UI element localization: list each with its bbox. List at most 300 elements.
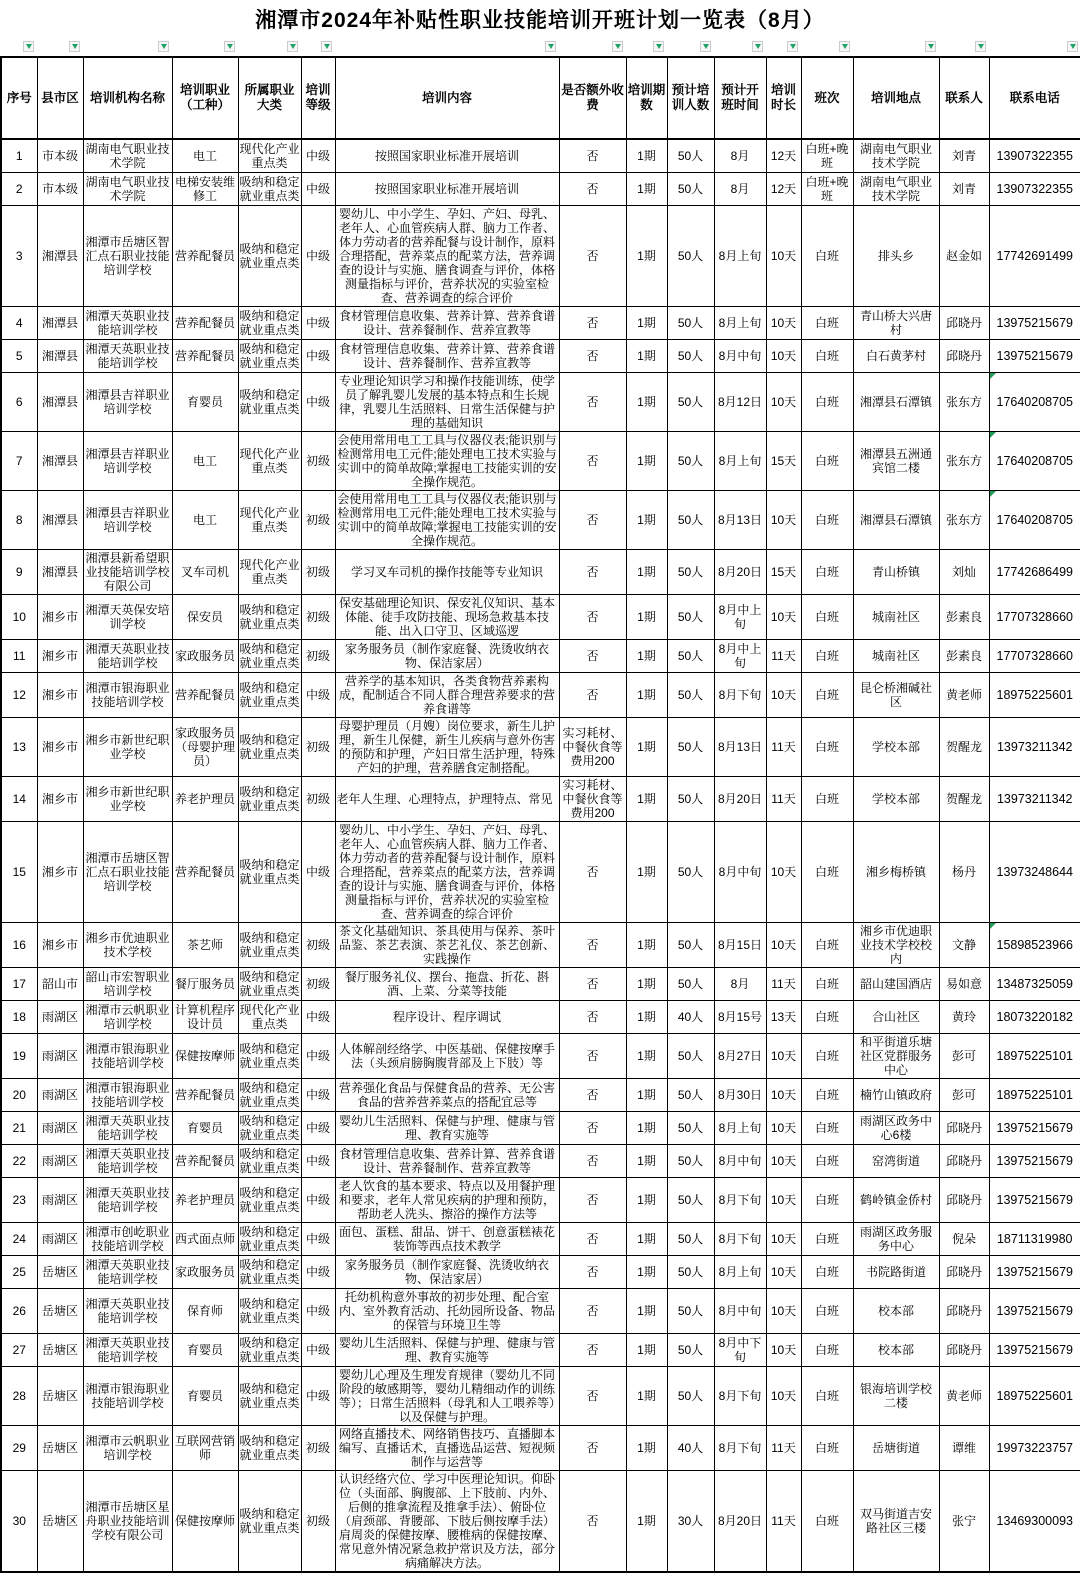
cell-school: 湘潭县吉祥职业培训学校 [83,373,172,432]
cell-occupation: 营养配餐员 [172,340,238,373]
filter-dropdown-button[interactable] [752,41,763,52]
cell-district: 雨湖区 [37,1001,83,1034]
cell-school: 湘潭县新希望职业技能培训学校有限公司 [83,550,172,595]
cell-trainees: 50人 [667,340,714,373]
filter-arrow-icon [656,44,662,49]
cell-no: 7 [1,432,37,491]
cell-trainees: 50人 [667,432,714,491]
cell-location: 窑湾街道 [853,1145,939,1178]
cell-duration: 11天 [766,968,801,1001]
cell-school: 湘潭市银海职业技能培训学校 [83,1034,172,1079]
cell-extra_fee: 否 [559,1256,626,1289]
cell-occupation: 电梯安装维修工 [172,173,238,206]
col-header-no: 序号 [1,57,37,139]
table-row [1,1001,1080,1034]
cell-district: 岳塘区 [37,1367,83,1426]
cell-district: 湘潭县 [37,307,83,340]
cell-no: 1 [1,139,37,173]
cell-start_time: 8月中旬 [714,340,766,373]
table-row [1,595,1080,640]
cell-extra_fee: 实习耗材、中餐伙食等费用200 [559,777,626,822]
cell-contact: 彭素良 [939,640,989,673]
cell-start_time: 8月上旬 [714,307,766,340]
cell-start_time: 8月 [714,968,766,1001]
cell-start_time: 8月下旬 [714,1178,766,1223]
cell-location: 昆仑桥湘碱社区 [853,673,939,718]
cell-content: 托幼机构意外事故的初步处理、配合室内、室外教育活动、托幼园所设备、物品的保管与环境卫生等 [335,1289,559,1334]
cell-location: 湘潭县五洲通宾馆二楼 [853,432,939,491]
cell-phone: 17742691499 [989,206,1080,307]
cell-phone: 18073220182 [989,1001,1080,1034]
filter-dropdown-button[interactable] [287,41,298,52]
cell-occupation: 育婴员 [172,1334,238,1367]
cell-trainees: 50人 [667,822,714,923]
filter-arrow-icon [26,44,32,49]
cell-periods: 1期 [626,1256,667,1289]
cell-start_time: 8月13日 [714,718,766,777]
cell-level: 中级 [301,173,335,206]
cell-no: 4 [1,307,37,340]
col-header-trainees: 预计培训人数 [667,57,714,139]
cell-school: 韶山市宏智职业培训学校 [83,968,172,1001]
cell-occupation: 家政服务员（母婴护理员） [172,718,238,777]
cell-shift: 白班 [801,673,853,718]
cell-contact: 刘青 [939,139,989,173]
cell-no: 10 [1,595,37,640]
table-row [1,1034,1080,1079]
col-header-phone: 联系电话 [989,57,1080,139]
cell-extra_fee: 否 [559,206,626,307]
cell-trainees: 50人 [667,139,714,173]
cell-district: 湘乡市 [37,718,83,777]
cell-school: 湘潭市岳塘区智汇点石职业技能培训学校 [83,206,172,307]
cell-content: 面包、蛋糕、甜品、饼干、创意蛋糕裱花装饰等西点技术教学 [335,1223,559,1256]
cell-category: 现代化产业重点类 [238,432,301,491]
cell-periods: 1期 [626,1334,667,1367]
cell-level: 初级 [301,595,335,640]
cell-shift: 白班 [801,1079,853,1112]
cell-category: 吸纳和稳定就业重点类 [238,340,301,373]
cell-content: 婴幼儿、中小学生、孕妇、产妇、母乳、老年人、心血管疾病人群、脑力工作者、体力劳动者的营养配餐与设计制作，原料合理搭配，营养菜点的配菜方法，营养调查的设计与实施、膳食调查与评价，体格测量指标与评价，营养状况的实验室检查、营养调查的综合评价 [335,822,559,923]
cell-phone: 13907322355 [989,173,1080,206]
cell-occupation: 营养配餐员 [172,822,238,923]
cell-content: 专业理论知识学习和操作技能训练，使学员了解乳婴儿发展的基本特点和生长规律，乳婴儿生活照料、日常生活保健与护理的基础知识 [335,373,559,432]
cell-occupation: 电工 [172,432,238,491]
cell-school: 湘潭天英保安培训学校 [83,595,172,640]
cell-level: 中级 [301,139,335,173]
cell-periods: 1期 [626,173,667,206]
cell-phone: 13973248644 [989,822,1080,923]
training-plan-table [0,56,1080,1573]
cell-duration: 10天 [766,307,801,340]
cell-content: 家务服务员（制作家庭餐、洗烫收纳衣物、保洁家居） [335,1256,559,1289]
cell-no: 23 [1,1178,37,1223]
cell-category: 吸纳和稳定就业重点类 [238,373,301,432]
cell-level: 中级 [301,373,335,432]
cell-trainees: 40人 [667,1426,714,1471]
cell-school: 湘潭天英职业技能培训学校 [83,1112,172,1145]
cell-no: 2 [1,173,37,206]
filter-dropdown-button[interactable] [700,41,711,52]
cell-location: 雨湖区政务中心6楼 [853,1112,939,1145]
cell-school: 湘潭市创屹职业技能培训学校 [83,1223,172,1256]
cell-phone: 13907322355 [989,139,1080,173]
cell-shift: 白班 [801,550,853,595]
filter-dropdown-button[interactable] [545,41,556,52]
cell-extra_fee: 否 [559,139,626,173]
cell-level: 中级 [301,1223,335,1256]
cell-trainees: 50人 [667,1178,714,1223]
cell-duration: 15天 [766,432,801,491]
cell-school: 湘潭市银海职业技能培训学校 [83,1367,172,1426]
cell-extra_fee: 否 [559,432,626,491]
cell-contact: 张东方 [939,432,989,491]
table-row [1,1223,1080,1256]
filter-dropdown-button[interactable] [839,41,850,52]
cell-shift: 白班 [801,1426,853,1471]
cell-no: 8 [1,491,37,550]
cell-location: 城南社区 [853,640,939,673]
cell-category: 吸纳和稳定就业重点类 [238,1426,301,1471]
cell-trainees: 50人 [667,1112,714,1145]
cell-occupation: 西式面点师 [172,1223,238,1256]
filter-arrow-icon [227,44,233,49]
cell-periods: 1期 [626,822,667,923]
cell-periods: 1期 [626,432,667,491]
cell-extra_fee: 否 [559,1112,626,1145]
table-row [1,923,1080,968]
table-row [1,1079,1080,1112]
cell-level: 初级 [301,640,335,673]
filter-dropdown-button[interactable] [69,41,80,52]
cell-content: 认识经络穴位、学习中医理论知识。仰卧位（头面部、胸腹部、上下肢前、内外、后侧的推拿流程及推拿手法）、俯卧位（肩颈部、背腰部、下肢后侧按摩手法）肩周炎的保健按摩、腰椎病的保健按摩、常见意外情况紧急救护常识及方法，部分病痛解决方法。 [335,1471,559,1573]
cell-start_time: 8月27日 [714,1034,766,1079]
cell-school: 湘乡市优迪职业技术学校 [83,923,172,968]
cell-start_time: 8月20日 [714,550,766,595]
cell-duration: 10天 [766,822,801,923]
cell-location: 湘乡梅桥镇 [853,822,939,923]
table-row [1,1112,1080,1145]
col-header-content: 培训内容 [335,57,559,139]
cell-contact: 邱晓丹 [939,340,989,373]
cell-category: 吸纳和稳定就业重点类 [238,1471,301,1573]
cell-shift: 白班+晚班 [801,173,853,206]
cell-category: 吸纳和稳定就业重点类 [238,968,301,1001]
cell-start_time: 8月20日 [714,777,766,822]
table-row [1,550,1080,595]
cell-contact: 赵金如 [939,206,989,307]
cell-extra_fee: 否 [559,673,626,718]
cell-category: 吸纳和稳定就业重点类 [238,595,301,640]
filter-dropdown-button[interactable] [158,41,169,52]
cell-duration: 12天 [766,173,801,206]
cell-no: 19 [1,1034,37,1079]
cell-school: 湘潭天英职业技能培训学校 [83,307,172,340]
filter-arrow-icon [703,44,709,49]
cell-district: 岳塘区 [37,1289,83,1334]
table-row [1,340,1080,373]
cell-level: 中级 [301,1112,335,1145]
cell-trainees: 50人 [667,673,714,718]
cell-phone-with-error-marker: 17640208705 [989,432,1080,491]
cell-contact: 文静 [939,923,989,968]
cell-occupation: 餐厅服务员 [172,968,238,1001]
cell-location: 校本部 [853,1289,939,1334]
col-header-occupation: 培训职业（工种） [172,57,238,139]
cell-phone: 13973211342 [989,777,1080,822]
cell-occupation: 保安员 [172,595,238,640]
cell-contact: 张东方 [939,491,989,550]
cell-level: 初级 [301,1426,335,1471]
cell-extra_fee: 否 [559,923,626,968]
filter-dropdown-button[interactable] [1067,41,1078,52]
filter-dropdown-button[interactable] [321,41,332,52]
table-row [1,673,1080,718]
cell-contact: 刘青 [939,173,989,206]
cell-trainees: 50人 [667,1079,714,1112]
cell-extra_fee: 否 [559,1079,626,1112]
cell-occupation: 叉车司机 [172,550,238,595]
cell-content: 餐厅服务礼仪、摆台、拖盘、折花、斟酒、上菜、分菜等技能 [335,968,559,1001]
cell-periods: 1期 [626,1426,667,1471]
cell-no: 12 [1,673,37,718]
cell-no: 24 [1,1223,37,1256]
cell-shift: 白班+晚班 [801,139,853,173]
cell-shift: 白班 [801,968,853,1001]
cell-level: 初级 [301,491,335,550]
cell-school: 湘乡市新世纪职业学校 [83,777,172,822]
col-header-location: 培训地点 [853,57,939,139]
cell-duration: 12天 [766,139,801,173]
cell-occupation: 营养配餐员 [172,206,238,307]
cell-content: 保安基础理论知识、保安礼仪知识、基本体能、徒手攻防技能、现场急救基本技能、出入口守卫、区域巡逻 [335,595,559,640]
cell-no: 18 [1,1001,37,1034]
filter-arrow-icon [548,44,554,49]
cell-occupation: 计算机程序设计员 [172,1001,238,1034]
filter-dropdown-button[interactable] [925,41,936,52]
cell-location: 湘潭县石潭镇 [853,491,939,550]
cell-school: 湘潭市岳塘区智汇点石职业技能培训学校 [83,822,172,923]
cell-no: 26 [1,1289,37,1334]
cell-periods: 1期 [626,1145,667,1178]
cell-school: 湘潭市云帆职业培训学校 [83,1001,172,1034]
table-row [1,1426,1080,1471]
cell-duration: 10天 [766,1223,801,1256]
cell-school: 湘潭天英职业技能培训学校 [83,1289,172,1334]
cell-shift: 白班 [801,307,853,340]
filter-dropdown-button[interactable] [224,41,235,52]
filter-arrow-icon [615,44,621,49]
cell-extra_fee: 否 [559,1145,626,1178]
cell-start_time: 8月15日 [714,923,766,968]
table-row [1,139,1080,173]
table-row [1,1178,1080,1223]
cell-trainees: 50人 [667,923,714,968]
cell-category: 吸纳和稳定就业重点类 [238,1289,301,1334]
cell-district: 湘潭县 [37,206,83,307]
cell-extra_fee: 否 [559,550,626,595]
cell-duration: 10天 [766,491,801,550]
cell-periods: 1期 [626,595,667,640]
cell-location: 湘潭县石潭镇 [853,373,939,432]
cell-content: 食材管理信息收集、营养计算、营养食谱设计、营养餐制作、营养宣教等 [335,1145,559,1178]
cell-start_time: 8月下旬 [714,1367,766,1426]
cell-shift: 白班 [801,640,853,673]
cell-district: 韶山市 [37,968,83,1001]
cell-shift: 白班 [801,923,853,968]
cell-duration: 11天 [766,718,801,777]
cell-phone: 13975215679 [989,307,1080,340]
cell-phone-with-error-marker: 17640208705 [989,491,1080,550]
cell-occupation: 家政服务员 [172,1256,238,1289]
filter-arrow-icon [290,44,296,49]
cell-location: 岳塘街道 [853,1426,939,1471]
cell-level: 中级 [301,822,335,923]
cell-start_time: 8月中上旬 [714,595,766,640]
filter-dropdown-button[interactable] [787,41,798,52]
cell-location: 白石黄茅村 [853,340,939,373]
cell-shift: 白班 [801,1112,853,1145]
cell-level: 中级 [301,1289,335,1334]
table-row [1,373,1080,432]
cell-trainees: 50人 [667,718,714,777]
cell-periods: 1期 [626,307,667,340]
filter-dropdown-button[interactable] [23,41,34,52]
cell-start_time: 8月下旬 [714,673,766,718]
header-row [1,57,1080,139]
cell-shift: 白班 [801,1223,853,1256]
col-header-school: 培训机构名称 [83,57,172,139]
cell-district: 雨湖区 [37,1034,83,1079]
cell-phone: 17707328660 [989,640,1080,673]
cell-content: 营养学的基本知识，各类食物营养素构成，配制适合不同人群合理营养要求的营养食谱等 [335,673,559,718]
cell-occupation: 营养配餐员 [172,307,238,340]
cell-district: 雨湖区 [37,1178,83,1223]
cell-start_time: 8月上旬 [714,1256,766,1289]
cell-no: 28 [1,1367,37,1426]
cell-extra_fee: 否 [559,491,626,550]
cell-phone: 13975215679 [989,1178,1080,1223]
cell-duration: 10天 [766,673,801,718]
cell-occupation: 育婴员 [172,373,238,432]
cell-periods: 1期 [626,1034,667,1079]
cell-location: 鹤岭镇金侨村 [853,1178,939,1223]
cell-shift: 白班 [801,432,853,491]
cell-periods: 1期 [626,777,667,822]
cell-school: 湘潭天英职业技能培训学校 [83,1178,172,1223]
cell-extra_fee: 实习耗材、中餐伙食等费用200 [559,718,626,777]
table-row [1,1289,1080,1334]
cell-extra_fee: 否 [559,1223,626,1256]
cell-category: 吸纳和稳定就业重点类 [238,718,301,777]
cell-location: 湘乡市优迪职业技术学校校内 [853,923,939,968]
cell-district: 雨湖区 [37,1079,83,1112]
cell-content: 营养强化食品与保健食品的营养、无公害食品的营养营养菜点的搭配宜忌等 [335,1079,559,1112]
cell-phone: 17707328660 [989,595,1080,640]
cell-school: 湖南电气职业技术学院 [83,139,172,173]
cell-district: 岳塘区 [37,1334,83,1367]
cell-shift: 白班 [801,1256,853,1289]
cell-contact: 邱晓丹 [939,1334,989,1367]
cell-occupation: 茶艺师 [172,923,238,968]
cell-start_time: 8月中上旬 [714,640,766,673]
cell-trainees: 50人 [667,1145,714,1178]
cell-extra_fee: 否 [559,1034,626,1079]
cell-location: 青山桥镇 [853,550,939,595]
filter-arrow-icon [1070,44,1076,49]
cell-periods: 1期 [626,206,667,307]
cell-contact: 邱晓丹 [939,1256,989,1289]
cell-location: 学校本部 [853,718,939,777]
cell-occupation: 育婴员 [172,1112,238,1145]
cell-phone: 19973223757 [989,1426,1080,1471]
cell-shift: 白班 [801,1289,853,1334]
filter-dropdown-button[interactable] [653,41,664,52]
cell-contact: 杨丹 [939,822,989,923]
cell-start_time: 8月20日 [714,1471,766,1573]
cell-district: 雨湖区 [37,1112,83,1145]
cell-start_time: 8月下旬 [714,1426,766,1471]
col-header-periods: 培训期数 [626,57,667,139]
cell-contact: 彭可 [939,1034,989,1079]
cell-periods: 1期 [626,1289,667,1334]
cell-school: 湘潭天英职业技能培训学校 [83,640,172,673]
cell-contact: 黄玲 [939,1001,989,1034]
filter-dropdown-button[interactable] [612,41,623,52]
cell-category: 吸纳和稳定就业重点类 [238,173,301,206]
cell-content: 食材管理信息收集、营养计算、营养食谱设计、营养餐制作、营养宣教等 [335,340,559,373]
cell-school: 湘潭天英职业技能培训学校 [83,340,172,373]
table-row [1,777,1080,822]
filter-dropdown-button[interactable] [975,41,986,52]
cell-content: 婴幼儿、中小学生、孕妇、产妇、母乳、老年人、心血管疾病人群、脑力工作者、体力劳动者的营养配餐与设计制作，原料合理搭配，营养菜点的配菜方法，营养调查的设计与实施、膳食调查与评价，体格测量指标与评价，营养状况的实验室检查、营养调查的综合评价 [335,206,559,307]
cell-school: 湘潭县吉祥职业培训学校 [83,432,172,491]
cell-phone: 13975215679 [989,340,1080,373]
cell-periods: 1期 [626,340,667,373]
cell-duration: 10天 [766,1256,801,1289]
cell-start_time: 8月中旬 [714,1289,766,1334]
cell-trainees: 50人 [667,1034,714,1079]
cell-location: 韶山建国酒店 [853,968,939,1001]
cell-phone: 18711319980 [989,1223,1080,1256]
cell-duration: 11天 [766,1426,801,1471]
cell-trainees: 50人 [667,1334,714,1367]
cell-category: 吸纳和稳定就业重点类 [238,1223,301,1256]
cell-district: 雨湖区 [37,1223,83,1256]
cell-trainees: 50人 [667,550,714,595]
cell-category: 吸纳和稳定就业重点类 [238,206,301,307]
filter-arrow-icon [755,44,761,49]
cell-shift: 白班 [801,1471,853,1573]
cell-trainees: 50人 [667,173,714,206]
cell-shift: 白班 [801,1034,853,1079]
cell-level: 初级 [301,718,335,777]
cell-contact: 邱晓丹 [939,307,989,340]
cell-category: 现代化产业重点类 [238,139,301,173]
cell-location: 湖南电气职业技术学院 [853,139,939,173]
col-header-contact: 联系人 [939,57,989,139]
cell-shift: 白班 [801,718,853,777]
cell-content: 人体解剖经络学、中医基础、保健按摩手法（头颈肩膀胸腹背部及上下肢）等 [335,1034,559,1079]
cell-extra_fee: 否 [559,595,626,640]
cell-no: 22 [1,1145,37,1178]
cell-phone: 18975225601 [989,1367,1080,1426]
cell-occupation: 电工 [172,491,238,550]
cell-contact: 黄老师 [939,673,989,718]
cell-no: 5 [1,340,37,373]
cell-phone: 13487325059 [989,968,1080,1001]
cell-school: 湘潭天英职业技能培训学校 [83,1256,172,1289]
